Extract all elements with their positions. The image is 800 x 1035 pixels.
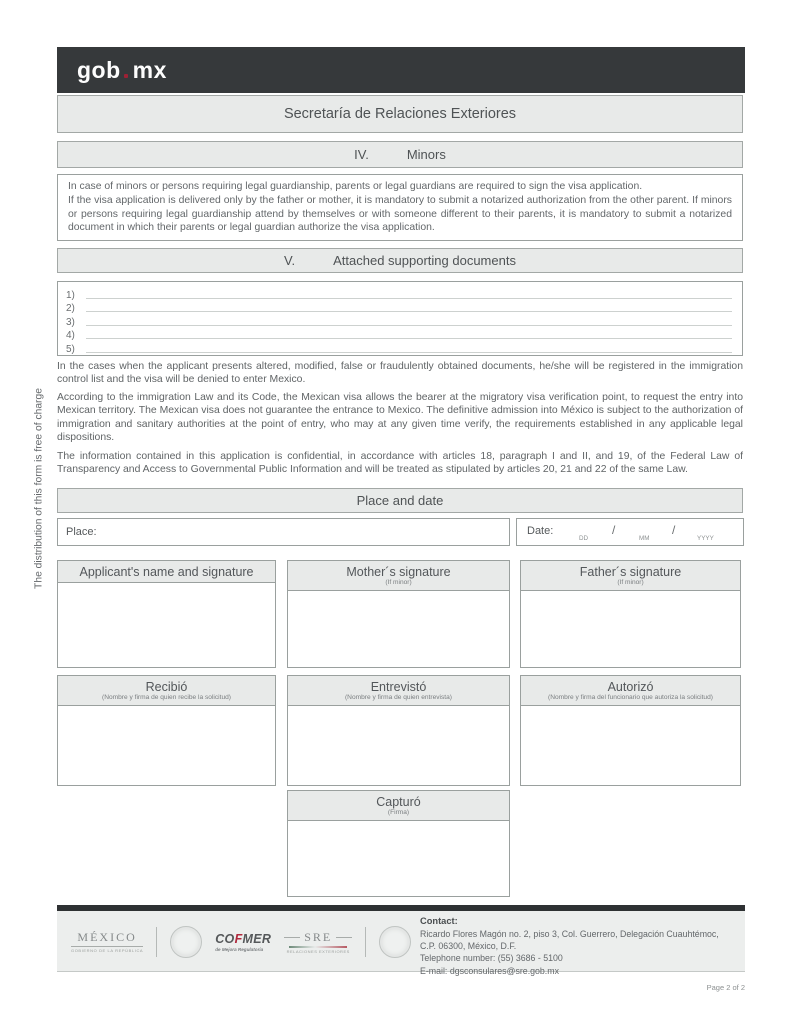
signature-box-header: [521, 676, 740, 706]
signature-box-title: Entrevistó: [370, 680, 427, 694]
signature-box-title: Recibió: [145, 680, 188, 694]
attachment-row: [66, 287, 732, 301]
sre-logo-subtitle: RELACIONES EXTERIORES: [286, 948, 350, 954]
cofemer-logo-subtitle: de Mejora Regulatoria: [215, 946, 264, 952]
date-label: Date:: [527, 525, 554, 537]
section-iv-number: IV.: [354, 147, 369, 162]
confidentiality-paragraph: The information contained in this application is confidential, in accordance with articles 18, paragraph I and II, and 19, of the Federal Law of Transparency and Access to Governmental Public Information and will be treated as stipulated by articles 20, 21 and 22 of the same Law.: [57, 451, 743, 476]
mexican-seal-icon: [170, 926, 202, 958]
logo-separator: [365, 927, 366, 957]
attachment-number: 5): [66, 343, 75, 355]
attachment-number: 2): [66, 303, 75, 315]
cofemer-wordmark: [215, 932, 271, 946]
date-field[interactable]: [516, 518, 744, 546]
attachment-number: 4): [66, 330, 75, 342]
sre-line-left: [284, 937, 300, 938]
capturo-box: [287, 790, 510, 897]
secretaria-title-bar: [57, 95, 743, 133]
logo-separator: [156, 927, 157, 957]
attachment-input-line[interactable]: [86, 315, 732, 326]
sre-line-right: [336, 937, 352, 938]
attachment-input-line[interactable]: [86, 342, 732, 353]
signature-box-title: Autorizó: [607, 680, 654, 694]
signature-box-header: [288, 676, 509, 706]
attachment-input-line[interactable]: [86, 301, 732, 312]
minors-paragraph: If the visa application is delivered only by the father or mother, it is mandatory to submit a notarized authorization from the other parent. If minors or persons requiring legal guardianship attend by themselves or with someone different to their parents, it is mandatory to submit a notarized document in which their parents or legal guardian authorize the visa application.: [68, 194, 732, 234]
signature-box-title: Capturó: [376, 795, 421, 809]
section-iv-header: [57, 141, 743, 168]
date-yyyy-label: YYYY: [697, 535, 714, 542]
entrevisto-box: [287, 675, 510, 786]
attachment-number: 1): [66, 289, 75, 301]
signature-box-title: Father´s signature: [579, 565, 682, 579]
attachment-row: [66, 341, 732, 355]
attachment-row: [66, 314, 732, 328]
sre-tricolor-bar: [289, 946, 347, 948]
section-v-header: [57, 248, 743, 273]
date-dd-label: DD: [579, 535, 589, 542]
cofemer-logo: [215, 932, 271, 952]
place-and-date-header: [57, 488, 743, 513]
signature-box-subtitle: (If minor): [617, 579, 644, 586]
mexican-seal-icon: [379, 926, 411, 958]
footer: [57, 911, 745, 977]
place-and-date-title: Place and date: [356, 493, 444, 508]
mother-signature-box: [287, 560, 510, 668]
signature-box-title: Mother´s signature: [346, 565, 451, 579]
contact-email: E-mail: dgsconsulares@sre.gob.mx: [420, 966, 559, 977]
minors-paragraph: In case of minors or persons requiring legal guardianship, parents or legal guardians are required to sign the visa application.: [68, 181, 643, 192]
applicant-signature-box: [57, 560, 276, 668]
cofemer-co: CO: [215, 931, 235, 946]
mexico-logo: [71, 930, 143, 953]
signature-box-subtitle: (Nombre y firma del funcionario que autoriza la solicitud): [548, 694, 713, 701]
immigration-law-paragraph: According to the immigration Law and its Code, the Mexican visa allows the bearer at the migratory visa verification point, to request the entry into Mexican territory. The Mexican visa does not guarantee the entrance to Mexico. The definitive admission into México is subject to the authorization of immigration and sanitary authorities at the point of entry, who may at any given time verify, the requirements established in any applicable legal dispositions.: [57, 392, 743, 444]
attachment-row: [66, 301, 732, 315]
secretaria-title: Secretaría de Relaciones Exteriores: [283, 106, 517, 122]
footer-logos: [71, 911, 411, 972]
gobmx-logo-mx: mx: [132, 56, 167, 83]
signature-box-header: [521, 561, 740, 591]
signature-box-subtitle: (Nombre y firma de quien entrevista): [344, 694, 452, 701]
cofemer-mer: MER: [242, 931, 272, 946]
signature-box-header: [288, 561, 509, 591]
attached-documents-box: [57, 281, 743, 356]
gobmx-logo: [77, 57, 167, 84]
page-number: Page 2 of 2: [706, 983, 745, 992]
free-of-charge-note: The distribution of this form is free of charge: [33, 388, 45, 589]
gobmx-header-bar: [57, 47, 745, 93]
gobmx-logo-gob: gob: [77, 56, 121, 83]
date-mm-label: MM: [639, 535, 650, 542]
father-signature-box: [520, 560, 741, 668]
attachment-input-line[interactable]: [86, 288, 732, 299]
sre-wordmark: SRE: [304, 929, 333, 944]
signature-box-header: [58, 676, 275, 706]
contact-address: Ricardo Flores Magón no. 2, piso 3, Col. Guerrero, Delegación Cuauhtémoc, C.P. 06300, México, D.F.: [420, 928, 719, 951]
section-iv-title: Minors: [406, 147, 446, 162]
section-v-title: Attached supporting documents: [333, 253, 516, 268]
contact-telephone: Telephone number: (55) 3686 - 5100: [420, 953, 563, 964]
section-v-number: V.: [284, 253, 296, 268]
fraud-warning-paragraph: In the cases when the applicant presents altered, modified, false or fraudulently obtained documents, he/she will be registered in the immigration control list and the visa will be denied to enter Mexico.: [57, 361, 743, 386]
date-separator: /: [612, 523, 616, 537]
mexico-wordmark: MÉXICO: [77, 930, 137, 944]
sre-logo: [284, 930, 352, 954]
place-label: Place:: [66, 526, 97, 538]
signature-box-subtitle: (Nombre y firma de quien recibe la solicitud): [102, 694, 231, 701]
signature-box-header: [58, 561, 275, 583]
signature-box-subtitle: (Firma): [387, 809, 410, 816]
autorizo-box: [520, 675, 741, 786]
signature-box-header: [288, 791, 509, 821]
attachment-input-line[interactable]: [86, 328, 732, 339]
recibio-box: [57, 675, 276, 786]
contact-block: [420, 916, 732, 979]
attachment-row: [66, 328, 732, 342]
minors-text-box: [57, 174, 743, 241]
contact-label: Contact:: [420, 916, 458, 926]
mexico-logo-subtitle: GOBIERNO DE LA REPÚBLICA: [71, 948, 144, 953]
date-separator: /: [672, 523, 676, 537]
place-field[interactable]: [57, 518, 510, 546]
sre-wordmark-row: [284, 930, 352, 945]
gobmx-logo-dot-icon: [124, 74, 128, 78]
signature-box-subtitle: (If minor): [385, 579, 412, 586]
signature-box-title: Applicant's name and signature: [79, 565, 254, 579]
cofemer-red-letter: F: [234, 931, 243, 946]
attachment-number: 3): [66, 316, 75, 328]
